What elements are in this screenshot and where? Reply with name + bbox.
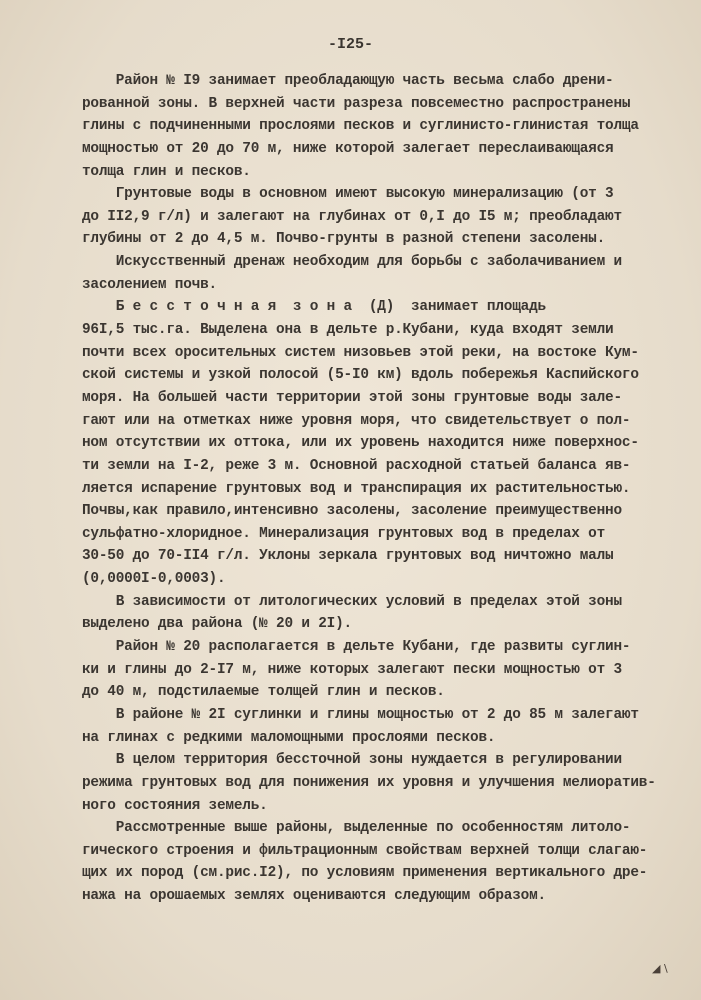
text-line: Грунтовые воды в основном имеют высокую минерализацию (от 3 [82,186,614,203]
text-line: Район № 20 располагается в дельте Кубани, где развиты суглин- [82,639,631,656]
text-line: Искусственный дренаж необходим для борьбы с заболачиванием и [82,254,622,271]
text-line: гического строения и фильтрационным свойствам верхней толщи слагаю- [82,842,648,859]
text-line: мощностью от 20 до 70 м, ниже которой залегает переслаивающаяся [82,140,614,157]
text-line: до II2,9 г/л) и залегают на глубинах от 0,I до I5 м; преобладают [82,208,622,225]
text-line: Б е с с т о ч н а я з о н а (Д) занимает площадь [82,299,546,316]
corner-mark: ◢ \ [652,962,668,975]
text-line: ном отсутствии их оттока, или их уровень находится ниже поверхнос- [82,435,639,452]
text-line: Почвы,как правило,интенсивно засолены, засоление преимущественно [82,503,622,520]
text-line: до 40 м, подстилаемые толщей глин и песков. [82,684,445,701]
text-line: моря. На большей части территории этой зоны грунтовые воды зале- [82,389,622,406]
text-line: 30-50 до 70-II4 г/л. Уклоны зеркала грунтовых вод ничтожно малы [82,548,614,565]
text-line: глины с подчиненными прослоями песков и суглинисто-глинистая толща [82,118,639,135]
text-line: почти всех оросительных систем низовьев этой реки, на востоке Кум- [82,344,639,361]
text-line: ти земли на I-2, реже 3 м. Основной расходной статьей баланса яв- [82,457,631,474]
document-body [82,70,672,908]
text-line: гают или на отметках ниже уровня моря, что свидетельствует о пол- [82,412,631,429]
text-line: нажа на орошаемых землях оцениваются следующим образом. [82,888,546,905]
text-line: ного состояния земель. [82,797,268,814]
text-line: рованной зоны. В верхней части разреза повсеместно распространены [82,95,631,112]
text-line: ляется испарение грунтовых вод и транспирация их растительностью. [82,480,631,497]
text-line: выделено два района (№ 20 и 2I). [82,616,352,633]
text-line: режима грунтовых вод для понижения их уровня и улучшения мелиоратив- [82,774,656,791]
page-number: -I25- [327,36,373,53]
text-line: на глинах с редкими маломощными прослоями песков. [82,729,496,746]
text-line: толща глин и песков. [82,163,251,180]
text-line: В районе № 2I суглинки и глины мощностью от 2 до 85 м залегают [82,706,639,723]
text-line: ки и глины до 2-I7 м, ниже которых залегают пески мощностью от 3 [82,661,622,678]
text-line: Рассмотренные выше районы, выделенные по особенностям литоло- [82,820,631,837]
text-line: сульфатно-хлоридное. Минерализация грунтовых вод в пределах от [82,525,606,542]
text-line: Район № I9 занимает преобладающую часть весьма слабо дрени- [82,73,614,89]
text-line: 96I,5 тыс.га. Выделена она в дельте р.Кубани, куда входят земли [82,322,614,339]
text-line: (0,0000I-0,0003). [82,571,226,588]
text-line: ской системы и узкой полосой (5-I0 км) вдоль побережья Каспийского [82,367,639,384]
text-line: засолением почв. [82,276,217,293]
text-line: В зависимости от литологических условий в пределах этой зоны [82,593,622,610]
text-line: глубины от 2 до 4,5 м. Почво-грунты в разной степени засолены. [82,231,606,248]
text-line: щих их пород (см.рис.I2), по условиям применения вертикального дре- [82,865,648,882]
text-line: В целом территория бессточной зоны нуждается в регулировании [82,752,622,769]
